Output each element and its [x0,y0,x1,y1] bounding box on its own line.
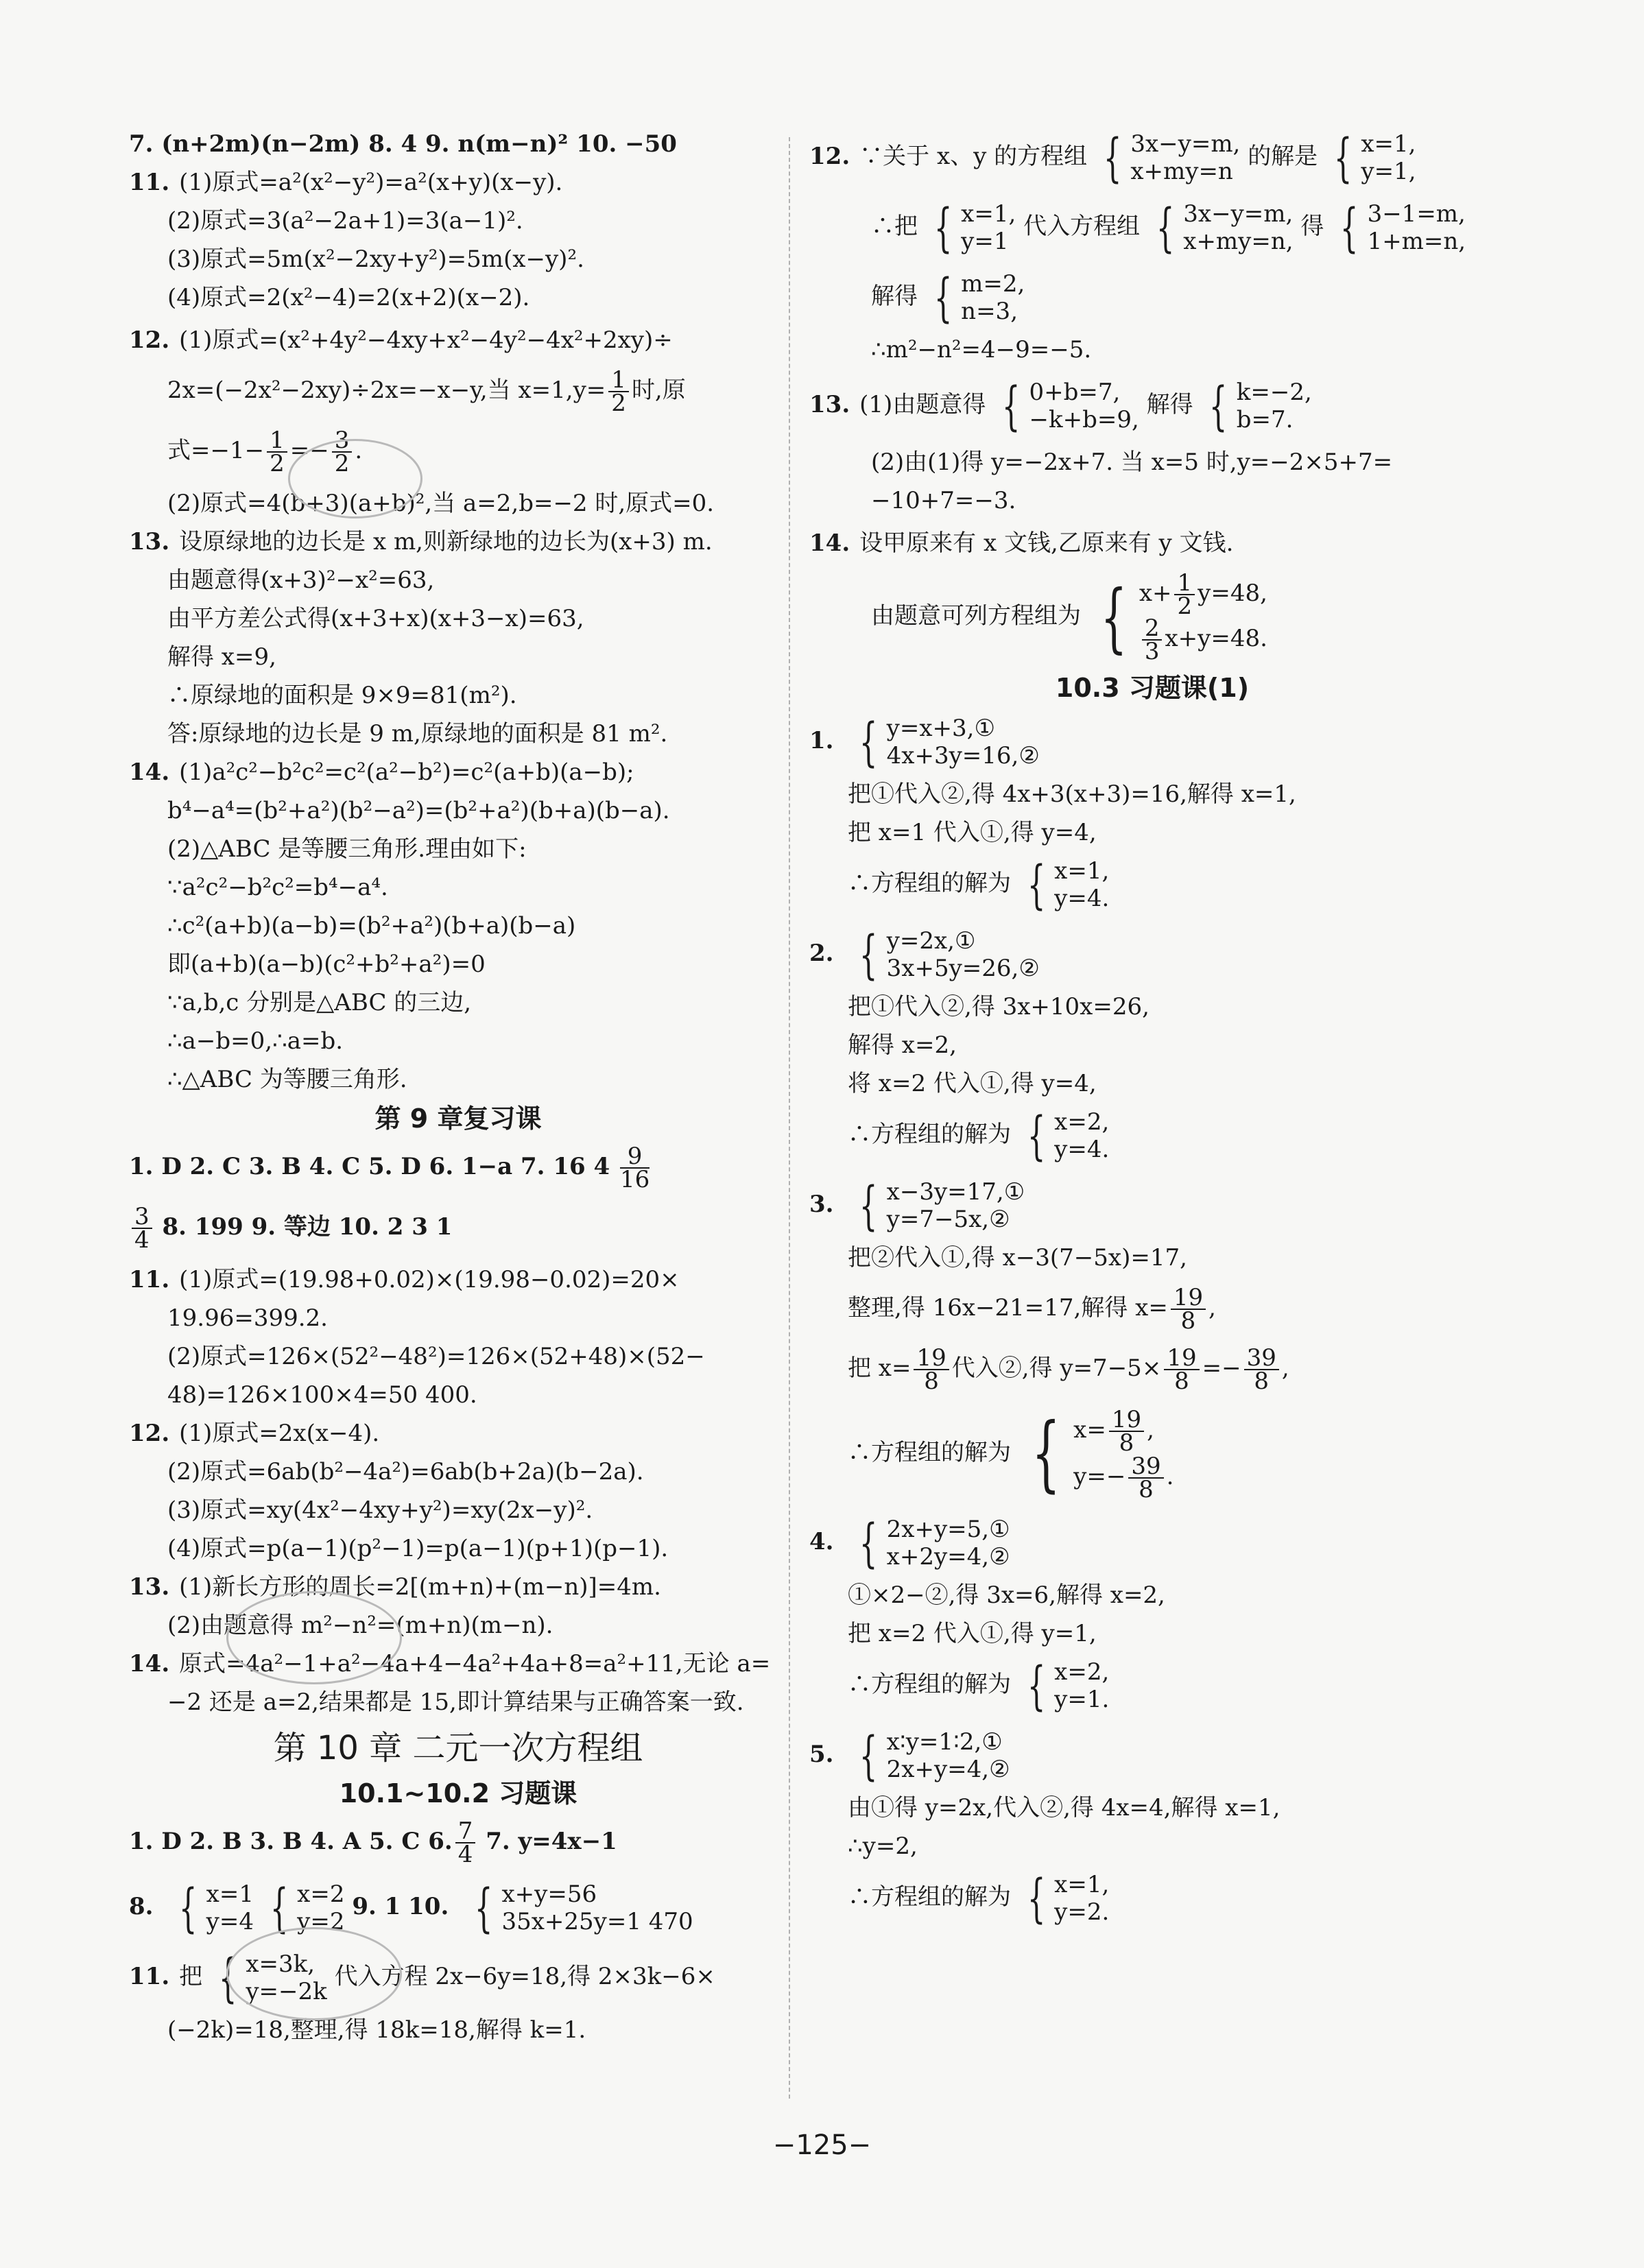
fraction: $\frac{2}{3}$ [1142,617,1163,663]
watermark-stamp [288,439,422,518]
answer-line: 2x=(−2x²−2xy)÷2x=−x−y,当 x=1,y= $\frac{1}{2}$ 时,原 [167,366,686,417]
answer-line: (4)原式=p(a−1)(p²−1)=p(a−1)(p+1)(p−1). [167,1535,669,1562]
answer-line: ∴a−b=0,∴a=b. [167,1027,344,1055]
answer-line: (2)△ABC 是等腰三角形.理由如下: [167,835,527,863]
equation-system: { x−3y=17,① y=7−5x,② [859,1175,1025,1236]
equation-system: { k=−2, b=7. [1209,375,1312,436]
equation-system: { x=1, y=2. [1027,1867,1110,1929]
problem-4: 4. { 2x+y=5,① x+2y=4,② [809,1512,1010,1573]
problem-3: 3. { x−3y=17,① y=7−5x,② [809,1175,1025,1236]
answer-line: (−2k)=18,整理,得 18k=18,解得 k=1. [167,2016,586,2044]
answer-line: 答:原绿地的边长是 9 m,原绿地的面积是 81 m². [167,720,668,748]
answer-line: 由题意可列方程组为 { x+ $\frac{1}{2}$ y=48, $\frac{2}{3}$ x+y=48. [871,569,1267,665]
equation-system: { 0+b=7, −k+b=9, [1002,375,1139,436]
answer-line: ∴把 { x=1, y=1 代入方程组 { 3x−y=m, x+my=n, 得 { 3−1=m, 1+m=n, [871,197,1466,258]
answer-line: 把 x=1 代入①,得 y=4, [848,819,1097,846]
right-column [809,127,1495,1929]
answer-line: 解得 { m=2, n=3, [871,267,1025,328]
equation-system: { x+ $\frac{1}{2}$ y=48, $\frac{2}{3}$ x+y=48. [1100,569,1267,665]
equation-system: { x+y=56 35x+25y=1 470 [474,1877,693,1938]
problem-2: 2. { y=2x,① 3x+5y=26,② [809,924,1040,985]
equation-system: { x=2, y=1. [1027,1655,1110,1716]
page-number: −125− [772,2129,872,2161]
fraction: $\frac{7}{4}$ [455,1820,476,1865]
equation-system: { x=1, y=4. [1027,854,1110,915]
answer-line: ∴△ABC 为等腰三角形. [167,1066,407,1093]
fraction: $\frac{19}{8}$ [1171,1287,1206,1332]
answer-line: (4)原式=2(x²−4)=2(x+2)(x−2). [167,284,530,311]
fraction: $\frac{1}{2}$ [267,429,287,475]
review-12: 12. (1)原式=2x(x−4). [129,1420,380,1447]
answer-line: 即(a+b)(a−b)(c²+b²+a²)=0 [167,951,486,978]
answer-line: 48)=126×100×4=50 400. [167,1381,477,1409]
answer-11: 11. 把 { x=3k, y=−2k 代入方程 2x−6y=18,得 2×3k−6× [129,1947,715,2008]
answer-line: ∵a,b,c 分别是△ABC 的三边, [167,989,472,1016]
equation-system: { y=2x,① 3x+5y=26,② [859,924,1040,985]
answer-line: ∴方程组的解为 { x=2, y=4. [848,1105,1110,1166]
equation-system: { m=2, n=3, [933,267,1025,328]
answer-line: 8. { x=1 y=4 { x=2 y=2 9. 1 10. { x+y=56 35x+25y=1 470 [129,1877,693,1938]
answer-line: 把①代入②,得 3x+10x=26, [848,993,1149,1020]
equation-system: { x=3k, y=−2k [218,1947,327,2008]
answer-line: 式=−1− $\frac{1}{2}$ =− $\frac{3}{2}$ . [167,427,363,477]
answer-line: 把②代入①,得 x−3(7−5x)=17, [848,1244,1187,1272]
answer-line: (2)原式=3(a²−2a+1)=3(a−1)². [167,207,523,235]
section-heading: 10.3 习题课(1) [1055,673,1250,703]
answer-line: 由①得 y=2x,代入②,得 4x=4,解得 x=1, [848,1794,1280,1822]
equation-system: { x=2, y=4. [1027,1105,1110,1166]
review-13: 13. (1)新长方形的周长=2[(m+n)+(m−n)]=4m. [129,1573,661,1601]
equation-system: { x=2 y=2 [270,1877,345,1938]
equation-system: { x= $\frac{19}{8}$ , y=− $\frac{39}{8}$ . [1031,1406,1174,1503]
answer-line: ∴方程组的解为 { x=2, y=1. [848,1655,1110,1716]
problem-5: 5. { x∶y=1∶2,① 2x+y=4,② [809,1725,1010,1786]
equation-system: { x=1, y=1, [1333,127,1416,188]
answer-line: ∴y=2, [848,1833,918,1860]
answer-line: ∵a²c²−b²c²=b⁴−a⁴. [167,874,388,901]
answer-line: 19.96=399.2. [167,1304,328,1332]
answer-13: 13. 设原绿地的边长是 x m,则新绿地的边长为(x+3) m. [129,528,713,556]
answer-14: 14. (1)a²c²−b²c²=c²(a²−b²)=c²(a+b)(a−b); [129,759,634,786]
answer-line: $\frac{3}{4}$ 8. 199 9. 等边 10. 2 3 1 [129,1206,787,1251]
fraction: $\frac{3}{4}$ [132,1206,152,1251]
answer-12: 12. (1)原式=(x²+4y²−4xy+x²−4y²−4x²+2xy)÷ [129,326,673,354]
answer-line: ∴方程组的解为 { x=1, y=2. [848,1867,1110,1929]
fraction: $\frac{19}{8}$ [1109,1409,1144,1454]
answer-line: ∴方程组的解为 { x= $\frac{19}{8}$ , y=− $\frac{39}{8}$ . [848,1406,1174,1503]
answer-line: b⁴−a⁴=(b²+a²)(b²−a²)=(b²+a²)(b+a)(b−a). [167,797,670,824]
answer-line: 由平方差公式得(x+3+x)(x+3−x)=63, [167,605,584,632]
answer-line: ∴原绿地的面积是 9×9=81(m²). [167,682,517,709]
answer-line: (2)原式=4(b+3)(a+b)²,当 a=2,b=−2 时,原式=0. [167,490,715,517]
problem-1: 1. { y=x+3,① 4x+3y=16,② [809,711,1040,772]
fraction: $\frac{1}{2}$ [608,369,629,414]
fraction: $\frac{9}{16}$ [619,1143,650,1193]
answer-line: 整理,得 16x−21=17,解得 x= $\frac{19}{8}$ , [848,1284,1216,1335]
review-11: 11. (1)原式=(19.98+0.02)×(19.98−0.02)=20× [129,1266,680,1293]
answer-line: (2)原式=6ab(b²−4a²)=6ab(b+2a)(b−2a). [167,1458,644,1485]
fraction: $\frac{19}{8}$ [914,1347,949,1392]
answer-line: ∴c²(a+b)(a−b)=(b²+a²)(b+a)(b−a) [167,912,576,940]
section-heading: 第 9 章复习课 [374,1103,542,1134]
answer-line: 由题意得(x+3)²−x²=63, [167,566,435,594]
answer-line: 把 x= $\frac{19}{8}$ 代入②,得 y=7−5× $\frac{19}{8}$ =− $\frac{39}{8}$ , [848,1344,1289,1395]
watermark-stamp [226,1591,402,1684]
answer-line: −2 还是 a=2,结果都是 15,即计算结果与正确答案一致. [167,1688,744,1716]
answer-line: (2)由(1)得 y=−2x+7. 当 x=5 时,y=−2×5+7= [871,449,1393,476]
answer-line: (3)原式=5m(x²−2xy+y²)=5m(x−y)². [167,246,584,273]
equation-system: { 3−1=m, 1+m=n, [1340,197,1466,258]
fraction: $\frac{39}{8}$ [1128,1455,1163,1501]
answer-line: (3)原式=xy(4x²−4xy+y²)=xy(2x−y)². [167,1496,593,1524]
fraction: $\frac{1}{2}$ [1174,572,1195,617]
section-heading: 10.1~10.2 习题课 [339,1778,577,1809]
answer-line: ∴m²−n²=4−9=−5. [871,336,1092,363]
equation-system: { 3x−y=m, x+my=n, [1156,197,1294,258]
answer-line: 将 x=2 代入①,得 y=4, [848,1070,1097,1097]
equation-system: { x=1, y=1 [933,197,1016,258]
answer-line: (2)原式=126×(52²−48²)=126×(52+48)×(52− [167,1343,705,1370]
answer-12: 12. ∵关于 x、y 的方程组 { 3x−y=m, x+my=n 的解是 { x=1, y=1, [809,127,1416,188]
equation-system: { 3x−y=m, x+my=n [1103,127,1241,188]
answer-line: 解得 x=2, [848,1031,957,1059]
left-column [129,130,787,2044]
answer-line: ∴方程组的解为 { x=1, y=4. [848,854,1110,915]
answer-line: 把 x=2 代入①,得 y=1, [848,1620,1097,1647]
chapter-title: 第 10 章 二元一次方程组 [273,1729,643,1767]
fraction: $\frac{3}{2}$ [332,429,353,475]
answer-11: 11. (1)原式=a²(x²−y²)=a²(x+y)(x−y). [129,169,563,196]
answer-line: 解得 x=9, [167,643,276,671]
equation-system: { y=x+3,① 4x+3y=16,② [859,711,1040,772]
fraction: $\frac{39}{8}$ [1244,1347,1279,1392]
equation-system: { x∶y=1∶2,① 2x+y=4,② [859,1725,1010,1786]
review-14: 14. 原式=4a²−1+a²−4a+4−4a²+4a+8=a²+11,无论 a= [129,1650,771,1678]
answer-14: 14. 设甲原来有 x 文钱,乙原来有 y 文钱. [809,529,1234,557]
fraction: $\frac{19}{8}$ [1164,1347,1199,1392]
answer-line: ①×2−②,得 3x=6,解得 x=2, [848,1581,1165,1609]
answer-line: 把①代入②,得 4x+3(x+3)=16,解得 x=1, [848,780,1296,808]
equation-system: { x=1 y=4 [179,1877,254,1938]
answer-line: 1. D 2. C 3. B 4. C 5. D 6. 1−a 7. 16 4 $\frac{9}{16}$ [129,1143,650,1193]
answer-line: 1. D 2. B 3. B 4. A 5. C 6. $\frac{7}{4}$ 7. y=4x−1 [129,1817,617,1868]
answer-line: −10+7=−3. [871,487,1016,514]
column-divider [789,137,790,2099]
answer-line: 7. (n+2m)(n−2m) 8. 4 9. n(m−n)² 10. −50 [129,130,677,158]
answer-13: 13. (1)由题意得 { 0+b=7, −k+b=9, 解得 { k=−2, b=7. [809,375,1312,436]
watermark-stamp [226,1927,402,2020]
equation-system: { 2x+y=5,① x+2y=4,② [859,1512,1010,1573]
answer-line: (2)由题意得 m²−n²=(m+n)(m−n). [167,1612,553,1639]
